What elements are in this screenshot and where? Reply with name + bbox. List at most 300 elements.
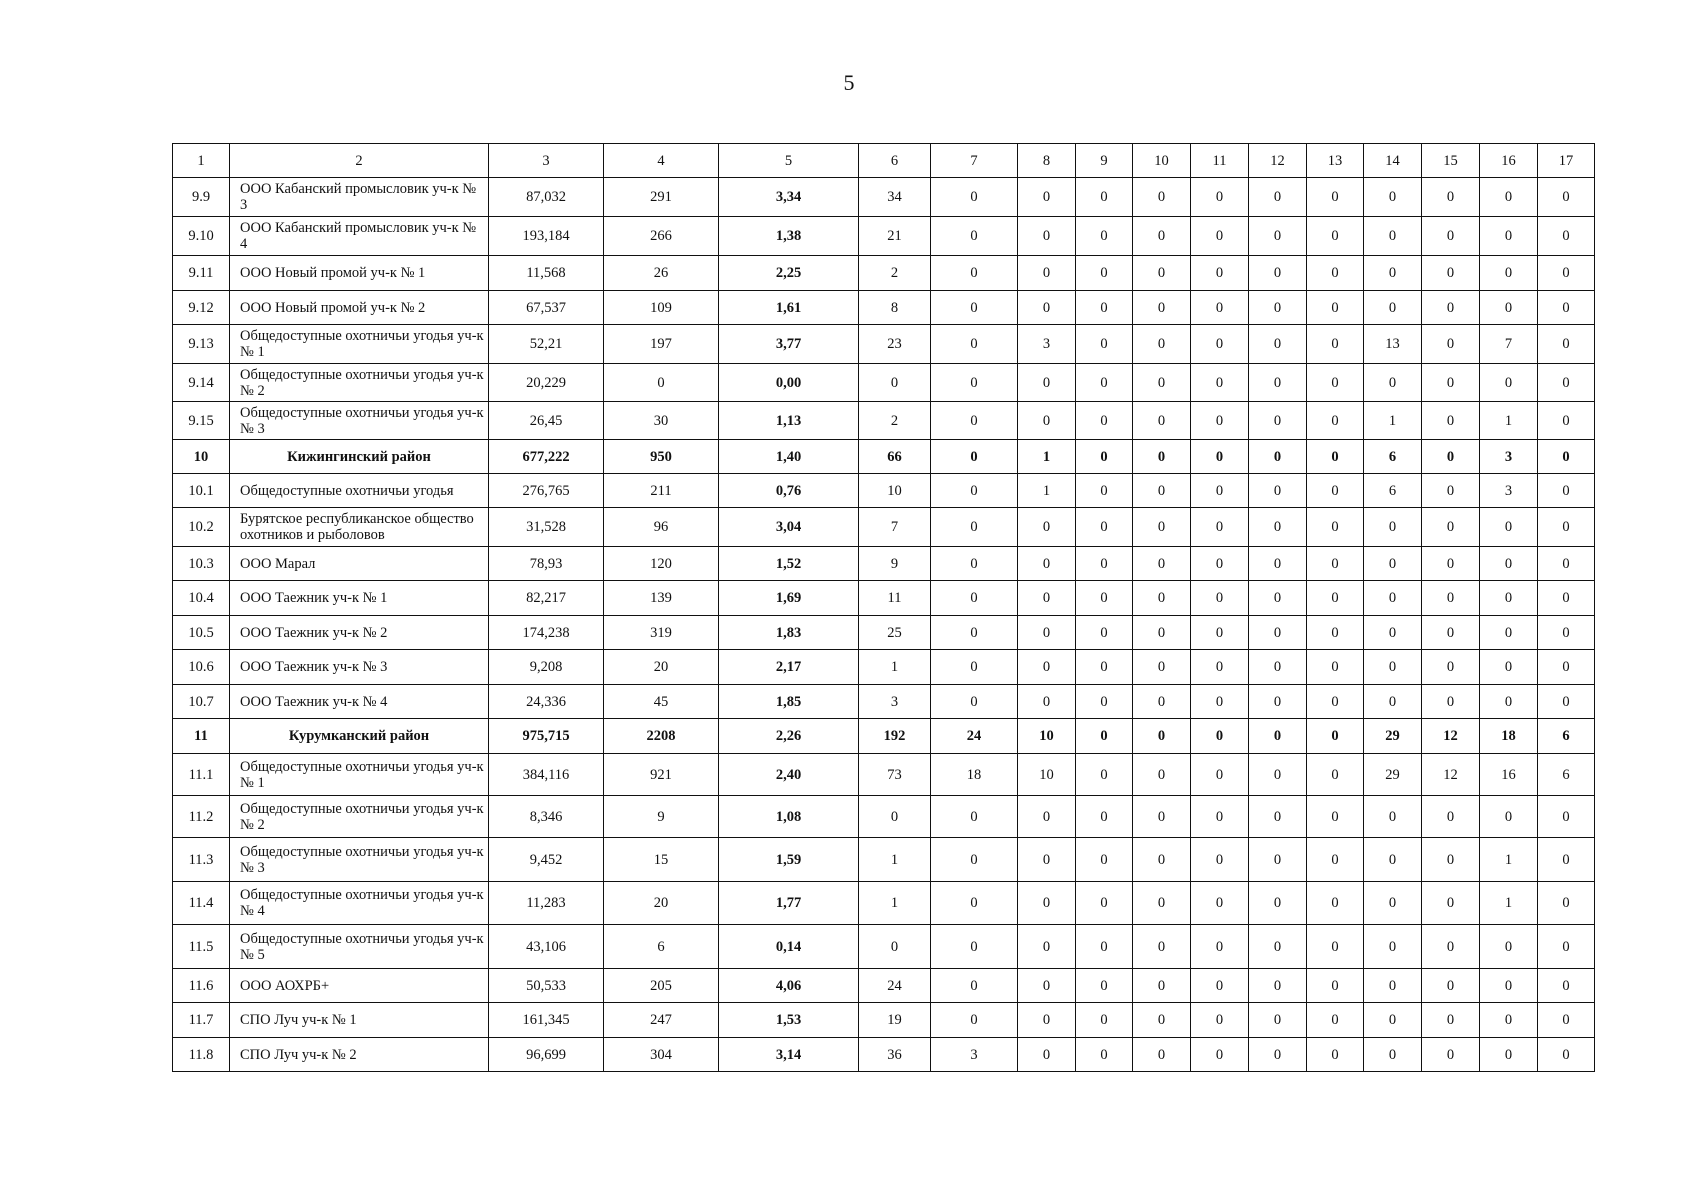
value-cell: 0 (1422, 616, 1480, 650)
row-name-cell: ООО Таежник уч-к № 3 (230, 650, 489, 685)
value-cell: 1,59 (719, 838, 859, 882)
value-cell: 0 (1249, 364, 1307, 402)
value-cell: 0 (1018, 685, 1076, 719)
value-cell: 0 (931, 291, 1018, 325)
value-cell: 0 (1249, 217, 1307, 256)
value-cell: 11,568 (489, 256, 604, 291)
value-cell: 0 (1307, 1038, 1364, 1072)
value-cell: 0 (1422, 925, 1480, 969)
value-cell: 0 (1249, 719, 1307, 754)
value-cell: 0 (1307, 882, 1364, 925)
value-cell: 0 (1480, 547, 1538, 581)
value-cell: 24 (931, 719, 1018, 754)
value-cell: 0 (1191, 969, 1249, 1003)
value-cell: 29 (1364, 754, 1422, 796)
row-name-cell: Общедоступные охотничьи угодья уч-к № 5 (230, 925, 489, 969)
value-cell: 0 (1018, 256, 1076, 291)
value-cell: 0 (1422, 256, 1480, 291)
value-cell: 3,34 (719, 178, 859, 217)
value-cell: 0 (1018, 291, 1076, 325)
value-cell: 0 (1538, 364, 1595, 402)
value-cell: 0 (1422, 508, 1480, 547)
value-cell: 211 (604, 474, 719, 508)
column-number-cell: 10 (1133, 144, 1191, 178)
value-cell: 0 (1133, 178, 1191, 217)
value-cell: 0 (1249, 581, 1307, 616)
column-number-cell: 12 (1249, 144, 1307, 178)
column-number-cell: 3 (489, 144, 604, 178)
table-row (173, 291, 1595, 325)
value-cell: 11 (859, 581, 931, 616)
row-name-cell: ООО Марал (230, 547, 489, 581)
value-cell: 0 (1538, 547, 1595, 581)
value-cell: 1 (1480, 882, 1538, 925)
value-cell: 0 (1076, 256, 1133, 291)
value-cell: 247 (604, 1003, 719, 1038)
value-cell: 1,83 (719, 616, 859, 650)
page-number: 5 (843, 70, 855, 95)
value-cell: 0 (1076, 1003, 1133, 1038)
value-cell: 11,283 (489, 882, 604, 925)
value-cell: 0 (1076, 581, 1133, 616)
value-cell: 0 (1538, 178, 1595, 217)
value-cell: 0 (931, 882, 1018, 925)
value-cell: 0 (1133, 440, 1191, 474)
value-cell: 0 (1249, 925, 1307, 969)
value-cell: 0 (1249, 650, 1307, 685)
row-number-cell: 10.6 (173, 650, 230, 685)
value-cell: 0 (1538, 256, 1595, 291)
value-cell: 24 (859, 969, 931, 1003)
value-cell: 0 (1133, 547, 1191, 581)
column-number-row (173, 144, 1595, 178)
value-cell: 19 (859, 1003, 931, 1038)
value-cell: 384,116 (489, 754, 604, 796)
value-cell: 0 (1076, 838, 1133, 882)
value-cell: 0 (1364, 650, 1422, 685)
value-cell: 0 (931, 650, 1018, 685)
column-number-cell: 14 (1364, 144, 1422, 178)
value-cell: 0 (1191, 838, 1249, 882)
value-cell: 0 (1133, 882, 1191, 925)
column-number-cell: 5 (719, 144, 859, 178)
value-cell: 0 (1191, 719, 1249, 754)
row-number-cell: 11.2 (173, 796, 230, 838)
value-cell: 0 (1076, 796, 1133, 838)
value-cell: 0 (1249, 325, 1307, 364)
value-cell: 0 (1133, 754, 1191, 796)
row-number-cell: 10.5 (173, 616, 230, 650)
value-cell: 0 (1191, 925, 1249, 969)
value-cell: 0 (1249, 1003, 1307, 1038)
value-cell: 26,45 (489, 402, 604, 440)
value-cell: 0 (931, 364, 1018, 402)
value-cell: 0 (1307, 508, 1364, 547)
value-cell: 50,533 (489, 969, 604, 1003)
row-number-cell: 11 (173, 719, 230, 754)
value-cell: 3,77 (719, 325, 859, 364)
value-cell: 29 (1364, 719, 1422, 754)
row-number-cell: 10 (173, 440, 230, 474)
value-cell: 3 (1480, 474, 1538, 508)
value-cell: 1,40 (719, 440, 859, 474)
value-cell: 0 (1249, 402, 1307, 440)
value-cell: 0 (931, 178, 1018, 217)
row-name-cell: Курумканский район (230, 719, 489, 754)
value-cell: 13 (1364, 325, 1422, 364)
value-cell: 0 (1249, 1038, 1307, 1072)
value-cell: 0 (1538, 1003, 1595, 1038)
value-cell: 6 (1364, 474, 1422, 508)
value-cell: 291 (604, 178, 719, 217)
column-number-cell: 16 (1480, 144, 1538, 178)
value-cell: 0 (1307, 440, 1364, 474)
row-number-cell: 9.12 (173, 291, 230, 325)
table-row (173, 402, 1595, 440)
row-name-cell: ООО Кабанский промысловик уч-к № 3 (230, 178, 489, 217)
table-row (173, 882, 1595, 925)
value-cell: 1,61 (719, 291, 859, 325)
value-cell: 2,17 (719, 650, 859, 685)
value-cell: 0 (1191, 256, 1249, 291)
value-cell: 67,537 (489, 291, 604, 325)
value-cell: 0 (1422, 1038, 1480, 1072)
row-number-cell: 10.7 (173, 685, 230, 719)
value-cell: 0 (1538, 969, 1595, 1003)
value-cell: 0 (1076, 685, 1133, 719)
value-cell: 0 (1249, 508, 1307, 547)
column-number-cell: 4 (604, 144, 719, 178)
value-cell: 0 (1133, 217, 1191, 256)
row-number-cell: 9.15 (173, 402, 230, 440)
table-row (173, 969, 1595, 1003)
value-cell: 0 (1076, 291, 1133, 325)
value-cell: 0 (1538, 882, 1595, 925)
value-cell: 0 (1018, 547, 1076, 581)
row-number-cell: 11.8 (173, 1038, 230, 1072)
value-cell: 0 (1191, 616, 1249, 650)
value-cell: 0 (1133, 838, 1191, 882)
value-cell: 82,217 (489, 581, 604, 616)
value-cell: 192 (859, 719, 931, 754)
district-row (173, 719, 1595, 754)
value-cell: 0 (1018, 402, 1076, 440)
value-cell: 0 (1249, 796, 1307, 838)
value-cell: 10 (1018, 719, 1076, 754)
value-cell: 25 (859, 616, 931, 650)
value-cell: 0 (1076, 719, 1133, 754)
row-name-cell: Общедоступные охотничьи угодья уч-к № 1 (230, 754, 489, 796)
value-cell: 0 (1076, 325, 1133, 364)
column-number-cell: 8 (1018, 144, 1076, 178)
value-cell: 20 (604, 650, 719, 685)
value-cell: 0 (1191, 650, 1249, 685)
value-cell: 31,528 (489, 508, 604, 547)
value-cell: 0 (931, 256, 1018, 291)
value-cell: 0 (1422, 838, 1480, 882)
value-cell: 0,14 (719, 925, 859, 969)
value-cell: 0 (931, 547, 1018, 581)
value-cell: 0 (1307, 402, 1364, 440)
column-number-cell: 13 (1307, 144, 1364, 178)
value-cell: 0 (931, 616, 1018, 650)
table-row (173, 581, 1595, 616)
value-cell: 9,452 (489, 838, 604, 882)
value-cell: 193,184 (489, 217, 604, 256)
value-cell: 2,25 (719, 256, 859, 291)
value-cell: 0 (1191, 217, 1249, 256)
value-cell: 139 (604, 581, 719, 616)
value-cell: 0 (1364, 256, 1422, 291)
value-cell: 26 (604, 256, 719, 291)
value-cell: 1,38 (719, 217, 859, 256)
value-cell: 0 (1249, 838, 1307, 882)
row-number-cell: 11.5 (173, 925, 230, 969)
value-cell: 0 (1191, 325, 1249, 364)
value-cell: 0 (1538, 440, 1595, 474)
value-cell: 0 (1018, 925, 1076, 969)
row-name-cell: СПО Луч уч-к № 2 (230, 1038, 489, 1072)
value-cell: 3,04 (719, 508, 859, 547)
row-name-cell: ООО Новый промой уч-к № 1 (230, 256, 489, 291)
value-cell: 20 (604, 882, 719, 925)
value-cell: 34 (859, 178, 931, 217)
value-cell: 0 (1422, 217, 1480, 256)
value-cell: 975,715 (489, 719, 604, 754)
value-cell: 2,26 (719, 719, 859, 754)
value-cell: 23 (859, 325, 931, 364)
value-cell: 0 (1018, 969, 1076, 1003)
value-cell: 0 (1364, 291, 1422, 325)
value-cell: 1,69 (719, 581, 859, 616)
value-cell: 0 (1538, 925, 1595, 969)
value-cell: 0 (1480, 581, 1538, 616)
row-number-cell: 9.13 (173, 325, 230, 364)
value-cell: 0 (1364, 581, 1422, 616)
value-cell: 78,93 (489, 547, 604, 581)
table-row (173, 650, 1595, 685)
row-name-cell: Общедоступные охотничьи угодья уч-к № 2 (230, 796, 489, 838)
value-cell: 0 (1364, 364, 1422, 402)
value-cell: 0 (1191, 685, 1249, 719)
value-cell: 0 (1307, 650, 1364, 685)
value-cell: 0 (1076, 650, 1133, 685)
value-cell: 0 (1191, 1038, 1249, 1072)
value-cell: 0 (1422, 882, 1480, 925)
value-cell: 3,14 (719, 1038, 859, 1072)
value-cell: 1,85 (719, 685, 859, 719)
value-cell: 0 (1538, 650, 1595, 685)
value-cell: 0 (1364, 616, 1422, 650)
row-name-cell: Общедоступные охотничьи угодья уч-к № 4 (230, 882, 489, 925)
value-cell: 0 (1076, 508, 1133, 547)
value-cell: 1 (1480, 838, 1538, 882)
value-cell: 0 (1307, 256, 1364, 291)
value-cell: 0 (1422, 402, 1480, 440)
value-cell: 10 (1018, 754, 1076, 796)
value-cell: 0 (1422, 581, 1480, 616)
value-cell: 0 (931, 581, 1018, 616)
value-cell: 9,208 (489, 650, 604, 685)
value-cell: 0 (1307, 1003, 1364, 1038)
value-cell: 2 (859, 256, 931, 291)
row-number-cell: 10.2 (173, 508, 230, 547)
value-cell: 0 (1133, 325, 1191, 364)
value-cell: 15 (604, 838, 719, 882)
row-name-cell: Бурятское республиканское общество охотников и рыболовов (230, 508, 489, 547)
row-number-cell: 11.6 (173, 969, 230, 1003)
value-cell: 0 (1307, 364, 1364, 402)
value-cell: 0 (1480, 178, 1538, 217)
value-cell: 0 (1076, 547, 1133, 581)
value-cell: 0 (604, 364, 719, 402)
value-cell: 0 (1191, 474, 1249, 508)
value-cell: 0 (1307, 719, 1364, 754)
value-cell: 0 (1364, 882, 1422, 925)
row-name-cell: СПО Луч уч-к № 1 (230, 1003, 489, 1038)
table-row (173, 796, 1595, 838)
value-cell: 0 (1422, 291, 1480, 325)
value-cell: 109 (604, 291, 719, 325)
table-row (173, 616, 1595, 650)
value-cell: 0 (1307, 754, 1364, 796)
value-cell: 0 (931, 325, 1018, 364)
value-cell: 0 (1191, 402, 1249, 440)
value-cell: 0 (1422, 547, 1480, 581)
value-cell: 0 (1538, 402, 1595, 440)
value-cell: 0 (1018, 882, 1076, 925)
value-cell: 0 (1480, 925, 1538, 969)
value-cell: 0 (931, 402, 1018, 440)
value-cell: 0 (1307, 217, 1364, 256)
value-cell: 24,336 (489, 685, 604, 719)
value-cell: 950 (604, 440, 719, 474)
value-cell: 1 (859, 882, 931, 925)
value-cell: 0 (1133, 685, 1191, 719)
row-name-cell: ООО Таежник уч-к № 4 (230, 685, 489, 719)
value-cell: 0 (1191, 440, 1249, 474)
value-cell: 0 (1133, 969, 1191, 1003)
value-cell: 0 (1538, 838, 1595, 882)
value-cell: 0 (1249, 882, 1307, 925)
value-cell: 677,222 (489, 440, 604, 474)
value-cell: 30 (604, 402, 719, 440)
value-cell: 0 (1422, 440, 1480, 474)
row-name-cell: ООО Новый промой уч-к № 2 (230, 291, 489, 325)
value-cell: 36 (859, 1038, 931, 1072)
value-cell: 0 (1249, 685, 1307, 719)
value-cell: 1 (1018, 474, 1076, 508)
value-cell: 0 (1538, 474, 1595, 508)
value-cell: 0 (931, 969, 1018, 1003)
value-cell: 0 (931, 508, 1018, 547)
value-cell: 0 (1018, 178, 1076, 217)
value-cell: 0 (1307, 178, 1364, 217)
value-cell: 0 (1249, 616, 1307, 650)
value-cell: 0 (1249, 474, 1307, 508)
value-cell: 0 (1538, 291, 1595, 325)
value-cell: 0 (931, 796, 1018, 838)
value-cell: 0 (1076, 754, 1133, 796)
value-cell: 0 (1422, 969, 1480, 1003)
value-cell: 0 (1076, 925, 1133, 969)
value-cell: 2208 (604, 719, 719, 754)
value-cell: 0 (1364, 838, 1422, 882)
column-number-cell: 1 (173, 144, 230, 178)
value-cell: 45 (604, 685, 719, 719)
value-cell: 0 (1076, 474, 1133, 508)
row-name-cell: Общедоступные охотничьи угодья уч-к № 1 (230, 325, 489, 364)
value-cell: 0 (1538, 685, 1595, 719)
value-cell: 0 (1480, 796, 1538, 838)
value-cell: 0 (1018, 364, 1076, 402)
value-cell: 0 (1364, 685, 1422, 719)
table-row (173, 364, 1595, 402)
value-cell: 319 (604, 616, 719, 650)
table-row (173, 217, 1595, 256)
value-cell: 0 (1076, 1038, 1133, 1072)
value-cell: 0 (1191, 178, 1249, 217)
value-cell: 0,76 (719, 474, 859, 508)
value-cell: 0 (1422, 364, 1480, 402)
value-cell: 0 (1133, 925, 1191, 969)
column-number-cell: 15 (1422, 144, 1480, 178)
value-cell: 0 (1018, 650, 1076, 685)
row-name-cell: ООО АОХРБ+ (230, 969, 489, 1003)
row-number-cell: 11.3 (173, 838, 230, 882)
value-cell: 161,345 (489, 1003, 604, 1038)
value-cell: 3 (1018, 325, 1076, 364)
table-row (173, 925, 1595, 969)
row-name-cell: Кижингинский район (230, 440, 489, 474)
value-cell: 0 (859, 796, 931, 838)
value-cell: 0 (1307, 796, 1364, 838)
value-cell: 0 (931, 925, 1018, 969)
value-cell: 0 (1307, 616, 1364, 650)
value-cell: 0 (1133, 291, 1191, 325)
row-number-cell: 11.7 (173, 1003, 230, 1038)
value-cell: 0 (1076, 440, 1133, 474)
column-number-cell: 17 (1538, 144, 1595, 178)
value-cell: 0 (1480, 616, 1538, 650)
value-cell: 0 (1480, 650, 1538, 685)
value-cell: 0 (1133, 581, 1191, 616)
value-cell: 1 (859, 650, 931, 685)
value-cell: 4,06 (719, 969, 859, 1003)
value-cell: 0 (1018, 581, 1076, 616)
value-cell: 0 (859, 364, 931, 402)
value-cell: 0 (1076, 402, 1133, 440)
value-cell: 0 (1133, 719, 1191, 754)
value-cell: 6 (1538, 754, 1595, 796)
value-cell: 0 (1018, 838, 1076, 882)
value-cell: 18 (1480, 719, 1538, 754)
value-cell: 1 (1480, 402, 1538, 440)
value-cell: 6 (1538, 719, 1595, 754)
value-cell: 0 (1364, 969, 1422, 1003)
value-cell: 0 (1480, 256, 1538, 291)
column-number-cell: 9 (1076, 144, 1133, 178)
row-number-cell: 10.4 (173, 581, 230, 616)
value-cell: 0 (1076, 217, 1133, 256)
value-cell: 0 (1422, 1003, 1480, 1038)
value-cell: 0 (1307, 685, 1364, 719)
data-table (172, 143, 1595, 1072)
value-cell: 0 (1307, 969, 1364, 1003)
value-cell: 0 (1249, 754, 1307, 796)
value-cell: 0 (1480, 508, 1538, 547)
value-cell: 0 (1076, 364, 1133, 402)
